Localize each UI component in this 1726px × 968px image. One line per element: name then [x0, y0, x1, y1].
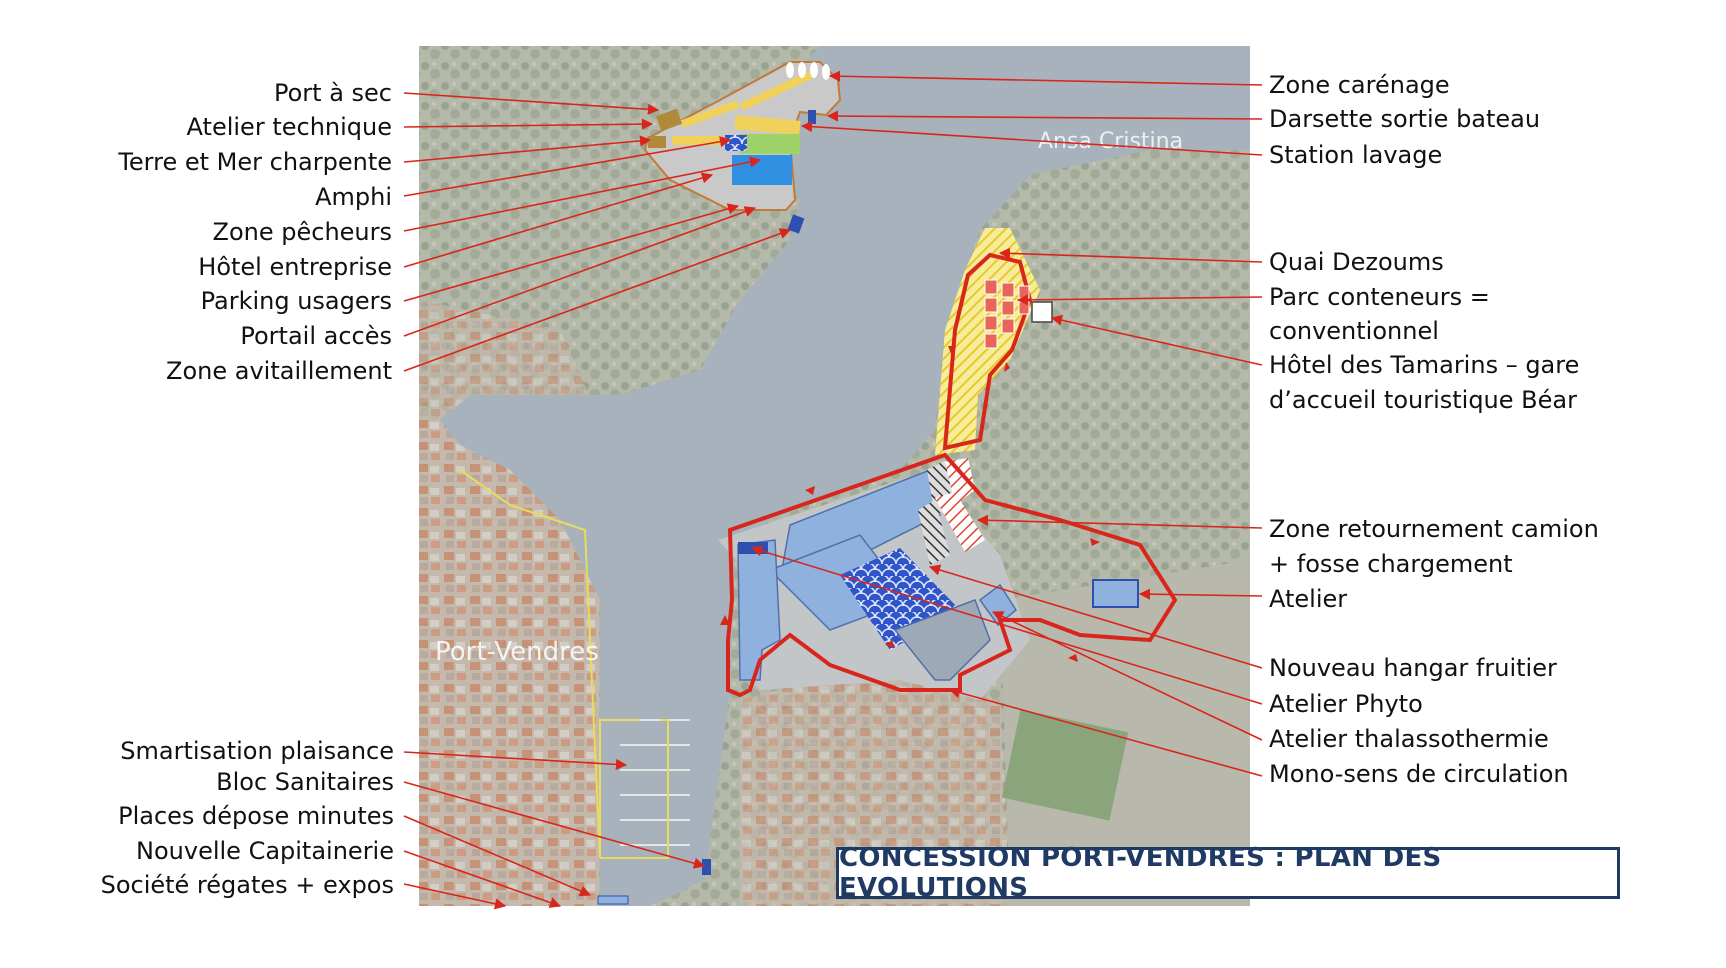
- label-hotel-entreprise: Hôtel entreprise: [198, 253, 392, 281]
- label-zone-avitaillement: Zone avitaillement: [166, 357, 392, 385]
- label-mono-sens-circulation: Mono-sens de circulation: [1269, 760, 1569, 788]
- title-box: [836, 843, 1620, 903]
- capitainerie-marker: [598, 896, 628, 904]
- hotel-tamarins-marker: [1032, 302, 1052, 322]
- amphi-building: [725, 135, 747, 151]
- terre-et-mer-building: [740, 134, 800, 154]
- zone-pecheurs-building: [732, 155, 792, 185]
- label-portail-acces: Portail accès: [240, 322, 392, 350]
- label-darsette-sortie-bateau: Darsette sortie bateau: [1269, 105, 1541, 133]
- label-quai-dezoums: Quai Dezoums: [1269, 248, 1444, 276]
- bloc-sanitaires-marker: [702, 859, 711, 875]
- label-parking-usagers: Parking usagers: [200, 287, 392, 315]
- label-atelier-thalassothermie: Atelier thalassothermie: [1269, 725, 1549, 753]
- label-atelier: Atelier: [1269, 585, 1348, 613]
- page-title: CONCESSION PORT-VENDRES : PLAN DES EVOLUTIONS: [839, 843, 1442, 903]
- label-bloc-sanitaires: Bloc Sanitaires: [216, 768, 394, 796]
- label-zone-retournement-camion: Zone retournement camion + fosse chargement: [1269, 515, 1599, 578]
- label-societe-regates: Société régates + expos: [100, 871, 394, 899]
- place-label-port-vendres: Port-Vendres: [435, 637, 599, 667]
- label-smartisation-plaisance: Smartisation plaisance: [120, 737, 394, 765]
- label-zone-carenage: Zone carénage: [1269, 71, 1450, 99]
- label-terre-et-mer-charpente: Terre et Mer charpente: [118, 148, 392, 176]
- label-parc-conteneurs: Parc conteneurs = conventionnel: [1269, 283, 1490, 345]
- label-hotel-des-tamarins: Hôtel des Tamarins – gare d’accueil touristique Béar: [1269, 351, 1580, 414]
- label-atelier-phyto: Atelier Phyto: [1269, 690, 1423, 718]
- label-nouvelle-capitainerie: Nouvelle Capitainerie: [136, 837, 394, 865]
- label-zone-pecheurs: Zone pêcheurs: [212, 218, 392, 246]
- place-label-ansa-cristina: Ansa Cristina: [1038, 129, 1184, 154]
- label-amphi: Amphi: [315, 183, 392, 211]
- atelier-building: [1093, 580, 1138, 607]
- label-atelier-technique: Atelier technique: [186, 113, 392, 141]
- label-port-a-sec: Port à sec: [273, 79, 392, 107]
- label-nouveau-hangar-fruitier: Nouveau hangar fruitier: [1269, 654, 1557, 682]
- map-base: [419, 46, 1250, 906]
- label-station-lavage: Station lavage: [1269, 141, 1443, 169]
- label-places-depose-minutes: Places dépose minutes: [118, 802, 394, 830]
